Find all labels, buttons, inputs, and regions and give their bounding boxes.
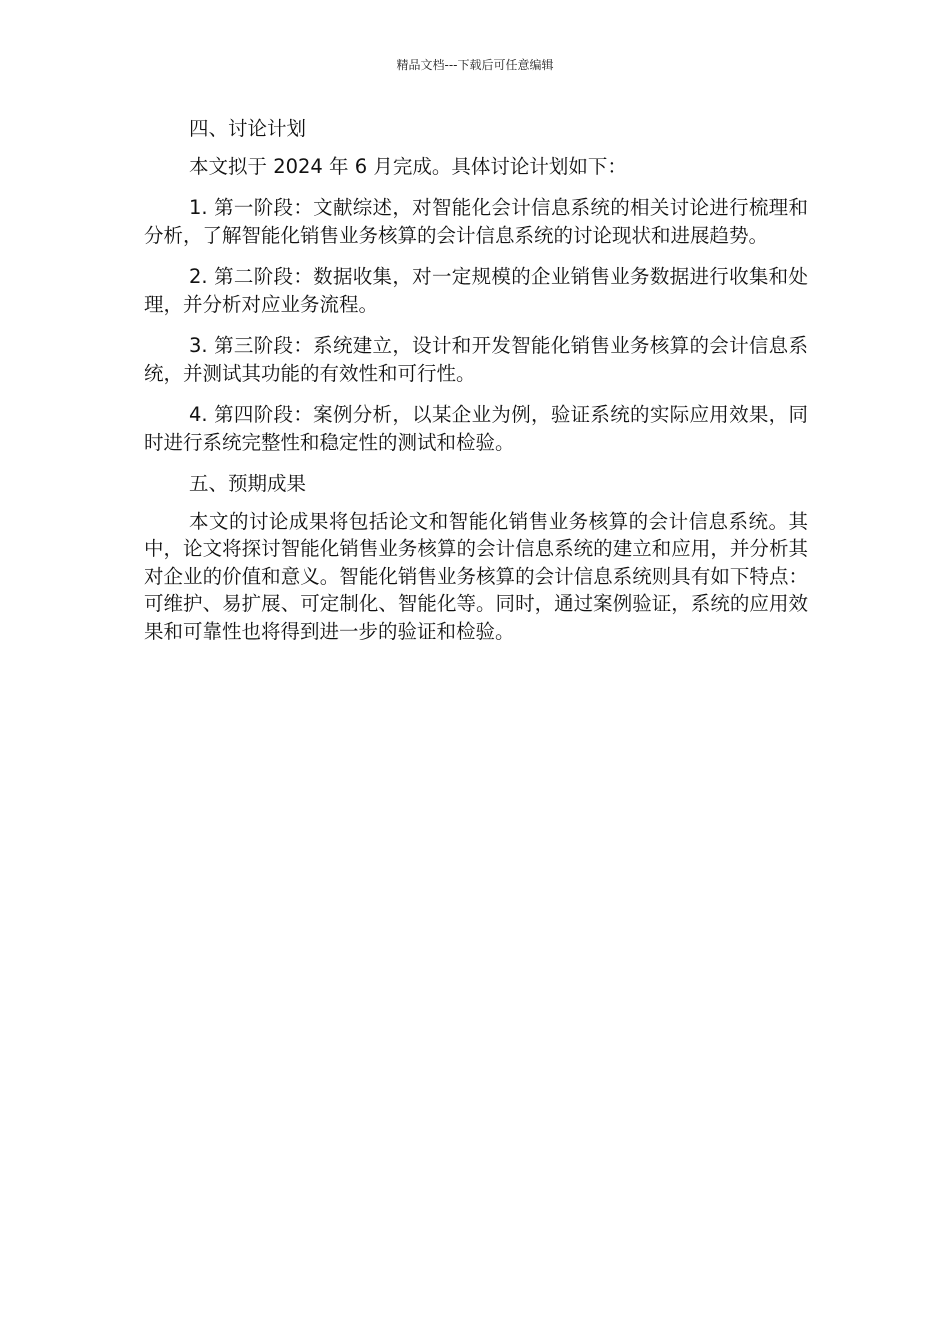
paragraph-stage-3: 3. 第三阶段：系统建立，设计和开发智能化销售业务核算的会计信息系统，并测试其功能的有效性和可行性。	[144, 334, 808, 385]
paragraph-stage-1: 1. 第一阶段：文献综述，对智能化会计信息系统的相关讨论进行梳理和分析，了解智能化销售业务核算的会计信息系统的讨论现状和进展趋势。	[144, 196, 808, 247]
paragraph-stage-2: 2. 第二阶段：数据收集，对一定规模的企业销售业务数据进行收集和处理，并分析对应业务流程。	[144, 265, 808, 316]
paragraph-stage-4: 4. 第四阶段：案例分析，以某企业为例，验证系统的实际应用效果，同时进行系统完整性和稳定性的测试和检验。	[144, 403, 808, 454]
section-heading-discussion-plan: 四、讨论计划	[189, 117, 307, 140]
document-body	[144, 115, 808, 659]
paragraph-expected-results: 本文的讨论成果将包括论文和智能化销售业务核算的会计信息系统。其中，论文将探讨智能化销售业务核算的会计信息系统的建立和应用，并分析其对企业的价值和意义。智能化销售业务核算的会计信息系统则具有如下特点：可维护、易扩展、可定制化、智能化等。同时，通过案例验证，系统的应用效果和可靠性也将得到进一步的验证和检验。	[144, 509, 808, 643]
section-heading-expected-results: 五、预期成果	[189, 472, 307, 495]
paragraph-intro: 本文拟于 2024 年 6 月完成。具体讨论计划如下：	[189, 154, 627, 178]
page-header: 精品文档---下载后可任意编辑	[396, 58, 554, 72]
